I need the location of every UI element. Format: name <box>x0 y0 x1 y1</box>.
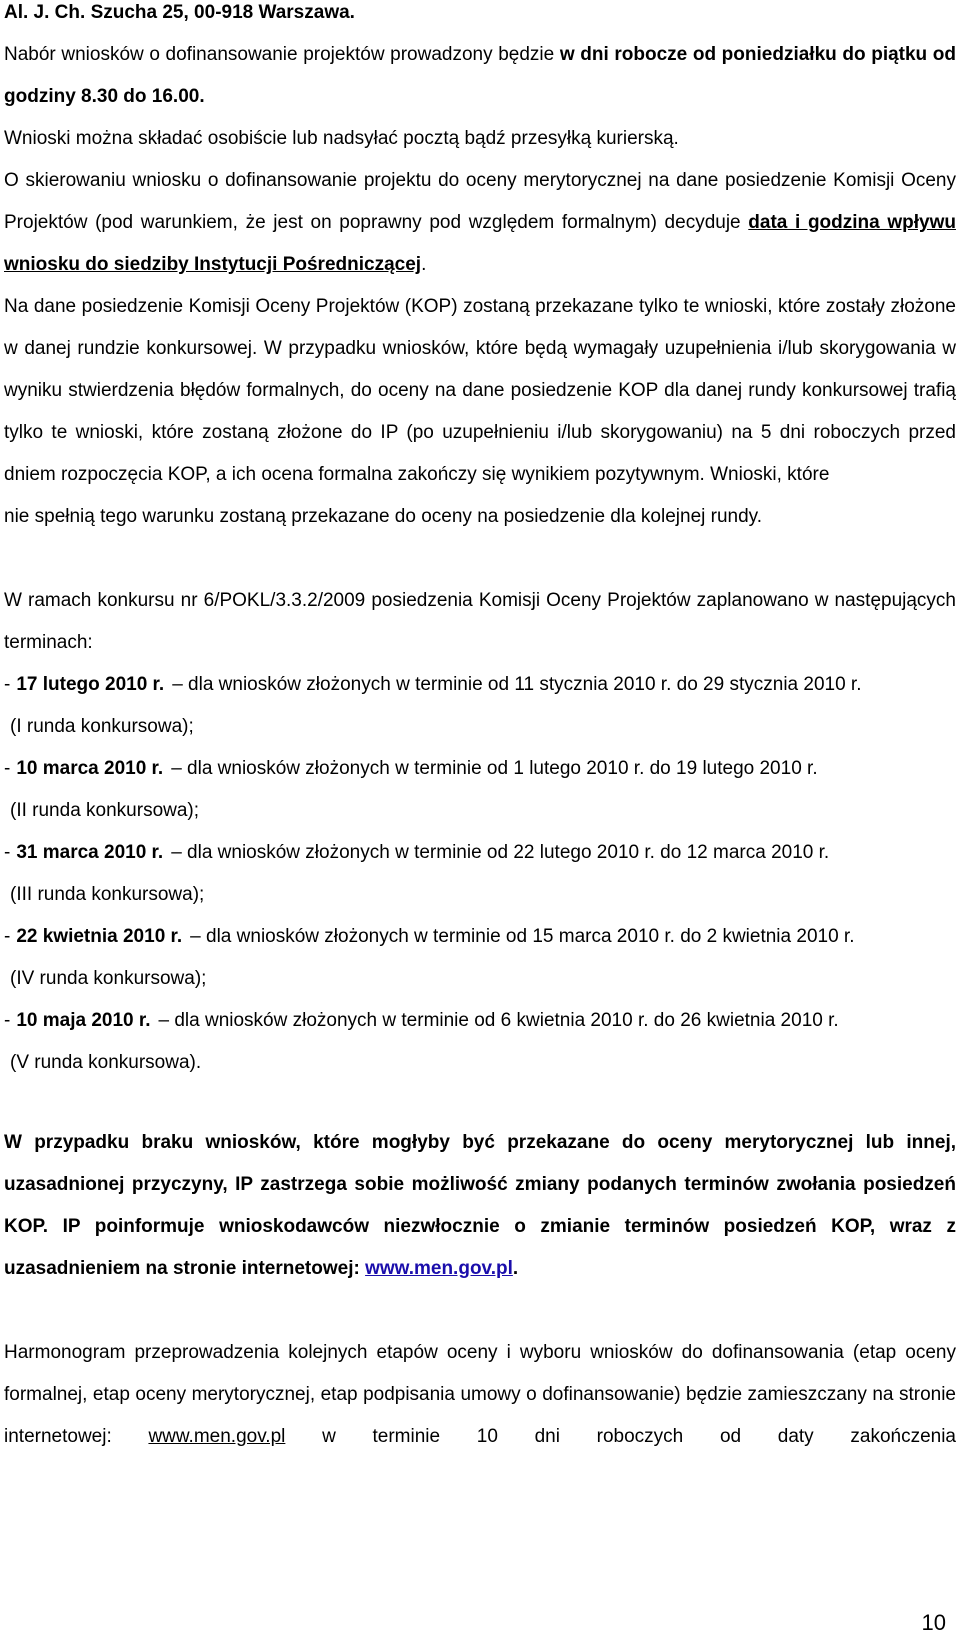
schedule-intro: W ramach konkursu nr 6/POKL/3.3.2/2009 posiedzenia Komisji Oceny Projektów zaplanowano w następujących terminach: <box>4 590 956 653</box>
address-line: Al. J. Ch. Szucha 25, 00-918 Warszawa. <box>4 2 355 23</box>
meeting-date: 17 lutego 2010 r. <box>16 674 165 695</box>
round-label: (V runda konkursowa). <box>10 1052 202 1073</box>
meeting-description: – dla wniosków złożonych w terminie od 15 marca 2010 r. do 2 kwietnia 2010 r. <box>190 926 855 947</box>
schedule-item <box>4 916 956 1000</box>
schedule-item <box>4 664 956 748</box>
list-dash: - <box>4 758 11 779</box>
meeting-date: 31 marca 2010 r. <box>16 842 164 863</box>
notice-paragraph <box>4 1122 956 1290</box>
men-website-link[interactable]: www.men.gov.pl <box>148 1426 286 1447</box>
meeting-date: 22 kwietnia 2010 r. <box>16 926 183 947</box>
decision-end: . <box>421 254 427 275</box>
schedule-item <box>4 832 956 916</box>
spacer <box>4 1290 956 1332</box>
meeting-date: 10 maja 2010 r. <box>16 1010 151 1031</box>
harmonogram-end: w terminie 10 dni roboczych od daty zakończenia <box>285 1426 957 1447</box>
harmonogram-paragraph <box>4 1332 956 1458</box>
list-dash: - <box>4 926 11 947</box>
office-hours-paragraph <box>4 34 956 118</box>
meeting-description: – dla wniosków złożonych w terminie od 11 stycznia 2010 r. do 29 stycznia 2010 r. <box>172 674 862 695</box>
office-hours-bold: w dni robocze od poniedziałku do piątku od godziny 8.30 do 16.00. <box>4 44 956 107</box>
notice-end: . <box>512 1258 519 1279</box>
meeting-date: 10 marca 2010 r. <box>16 758 164 779</box>
round-label: (II runda konkursowa); <box>10 800 200 821</box>
schedule-list <box>4 664 956 1084</box>
spacer <box>4 538 956 580</box>
list-dash: - <box>4 842 11 863</box>
spacer <box>4 1084 956 1122</box>
page-number: 10 <box>921 1610 946 1635</box>
kop-rules-paragraph: Na dane posiedzenie Komisji Oceny Projektów (KOP) zostaną przekazane tylko te wnioski, które zostały złożone w danej rundzie konkursowej. W przypadku wniosków, które będą wymagały uzupełnienia i/lub skorygowania w wyniku stwierdzenia błędów formalnych, do oceny na dane posiedzenie KOP dla danej rundy konkursowej trafią tylko te wnioski, które zostaną złożone do IP (po uzupełnieniu i/lub skorygowaniu) na 5 dni roboczych przed dniem rozpoczęcia KOP, a ich ocena formalna zakończy się wynikiem pozytywnym. Wnioski, które <box>4 296 956 485</box>
list-dash: - <box>4 1010 11 1031</box>
harmonogram-text: Harmonogram przeprowadzenia kolejnych etapów oceny i wyboru wniosków do dofinansowania (etap oceny formalnej, etap oceny merytorycznej, etap podpisania umowy o dofinansowanie) będzie zamieszczany na stronie internetowej: <box>4 1342 956 1447</box>
kop-rules-continuation: nie spełnią tego warunku zostaną przekazane do oceny na posiedzenie dla kolejnej rundy. <box>4 506 763 527</box>
round-label: (I runda konkursowa); <box>10 716 194 737</box>
schedule-item <box>4 1000 956 1084</box>
notice-text: W przypadku braku wniosków, które mogłyby być przekazane do oceny merytorycznej lub innej, uzasadnionej przyczyny, IP zastrzega sobie możliwość zmiany podanych terminów zwołania posiedzeń KOP. IP poinformuje wnioskodawców niezwłocznie o zmianie terminów posiedzeń KOP, wraz z uzasadnieniem na stronie internetowej: <box>4 1132 956 1279</box>
list-dash: - <box>4 674 11 695</box>
meeting-description: – dla wniosków złożonych w terminie od 22 lutego 2010 r. do 12 marca 2010 r. <box>171 842 830 863</box>
document-page <box>4 0 956 1458</box>
round-label: (III runda konkursowa); <box>10 884 205 905</box>
decision-emphasis: data i godzina wpływu wniosku do siedziby Instytucji Pośredniczącej <box>4 212 956 275</box>
round-label: (IV runda konkursowa); <box>10 968 207 989</box>
meeting-description: – dla wniosków złożonych w terminie od 1 lutego 2010 r. do 19 lutego 2010 r. <box>171 758 818 779</box>
men-website-link[interactable]: www.men.gov.pl <box>365 1258 513 1279</box>
submission-paragraph: Wnioski można składać osobiście lub nadsyłać pocztą bądź przesyłką kurierską. <box>4 128 679 149</box>
office-hours-text: Nabór wniosków o dofinansowanie projektów prowadzony będzie <box>4 44 560 65</box>
decision-text: O skierowaniu wniosku o dofinansowanie projektu do oceny merytorycznej na dane posiedzenie Komisji Oceny Projektów (pod warunkiem, że jest on poprawny pod względem formalnym) decyduje <box>4 170 956 233</box>
decision-paragraph <box>4 160 956 286</box>
schedule-item <box>4 748 956 832</box>
meeting-description: – dla wniosków złożonych w terminie od 6 kwietnia 2010 r. do 26 kwietnia 2010 r. <box>158 1010 839 1031</box>
